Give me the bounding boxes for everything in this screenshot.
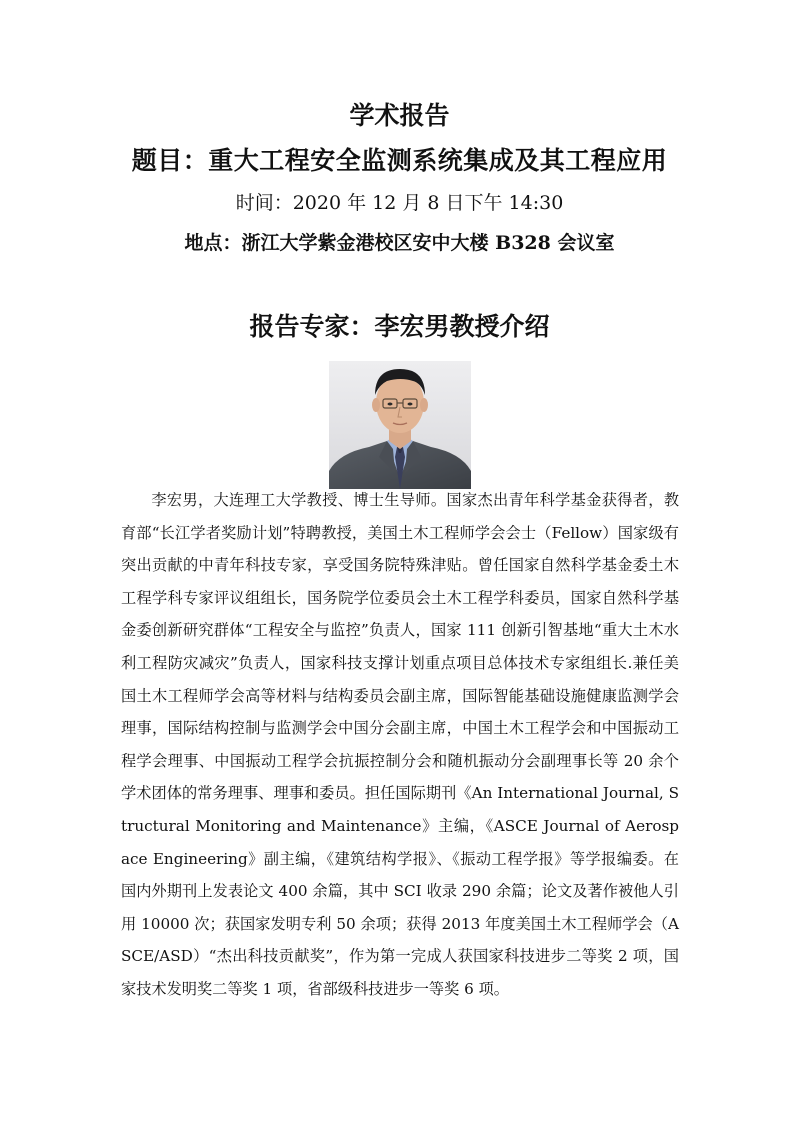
expert-heading: 报告专家：李宏男教授介绍 bbox=[249, 312, 550, 341]
report-topic: 题目：重大工程安全监测系统集成及其工程应用 bbox=[131, 146, 668, 175]
report-time: 时间：2020 年 12 月 8 日下午 14:30 bbox=[235, 192, 564, 214]
expert-biography: 李宏男，大连理工大学教授、博士生导师。国家杰出青年科学基金获得者，教育部“长江学者奖励计划”特聘教授，美国土木工程师学会会士（Fellow）国家级有突出贡献的中青年科技专家，享受国务院特殊津贴。曾任国家自然科学基金委土木工程学科专家评议组组长，国务院学位委员会土木工程学科委员，国家自然科学基金委创新研究群体“工程安全与监控”负责人，国家 111 创新引智基地“重大土木水利工程防灾减灾”负责人，国家科技支撑计划重点项目总体技术专家组组长.兼任美国土木工程师学会高等材料与结构委员会副主席，国际智能基础设施健康监测学会理事，国际结构控制与监测学会中国分会副主席，中国土木工程学会和中国振动工程学会理事、中国振动工程学会抗振控制分会和随机振动分会副理事长等 20 余个学术团体的常务理事、理事和委员。担任国际期刊《An International Journal, Structural Monitoring and Maintenance》主编，《ASCE Journal of Aerospace Engineering》副主编，《建筑结构学报》、《振动工程学报》等学报编委。在国内外期刊上发表论文 400 余篇，其中 SCI 收录 290 余篇；论文及著作被他人引用 10000 次；获国家发明专利 50 余项；获得 2013 年度美国土木工程师学会（ASCE/ASD）“杰出科技贡献奖”，作为第一完成人获国家科技进步二等奖 2 项，国家技术发明奖二等奖 1 项，省部级科技进步一等奖 6 项。 bbox=[121, 491, 679, 998]
report-location: 地点：浙江大学紫金港校区安中大楼 B328 会议室 bbox=[184, 232, 615, 254]
expert-portrait-photo bbox=[329, 361, 471, 489]
report-title: 学术报告 bbox=[349, 101, 450, 130]
